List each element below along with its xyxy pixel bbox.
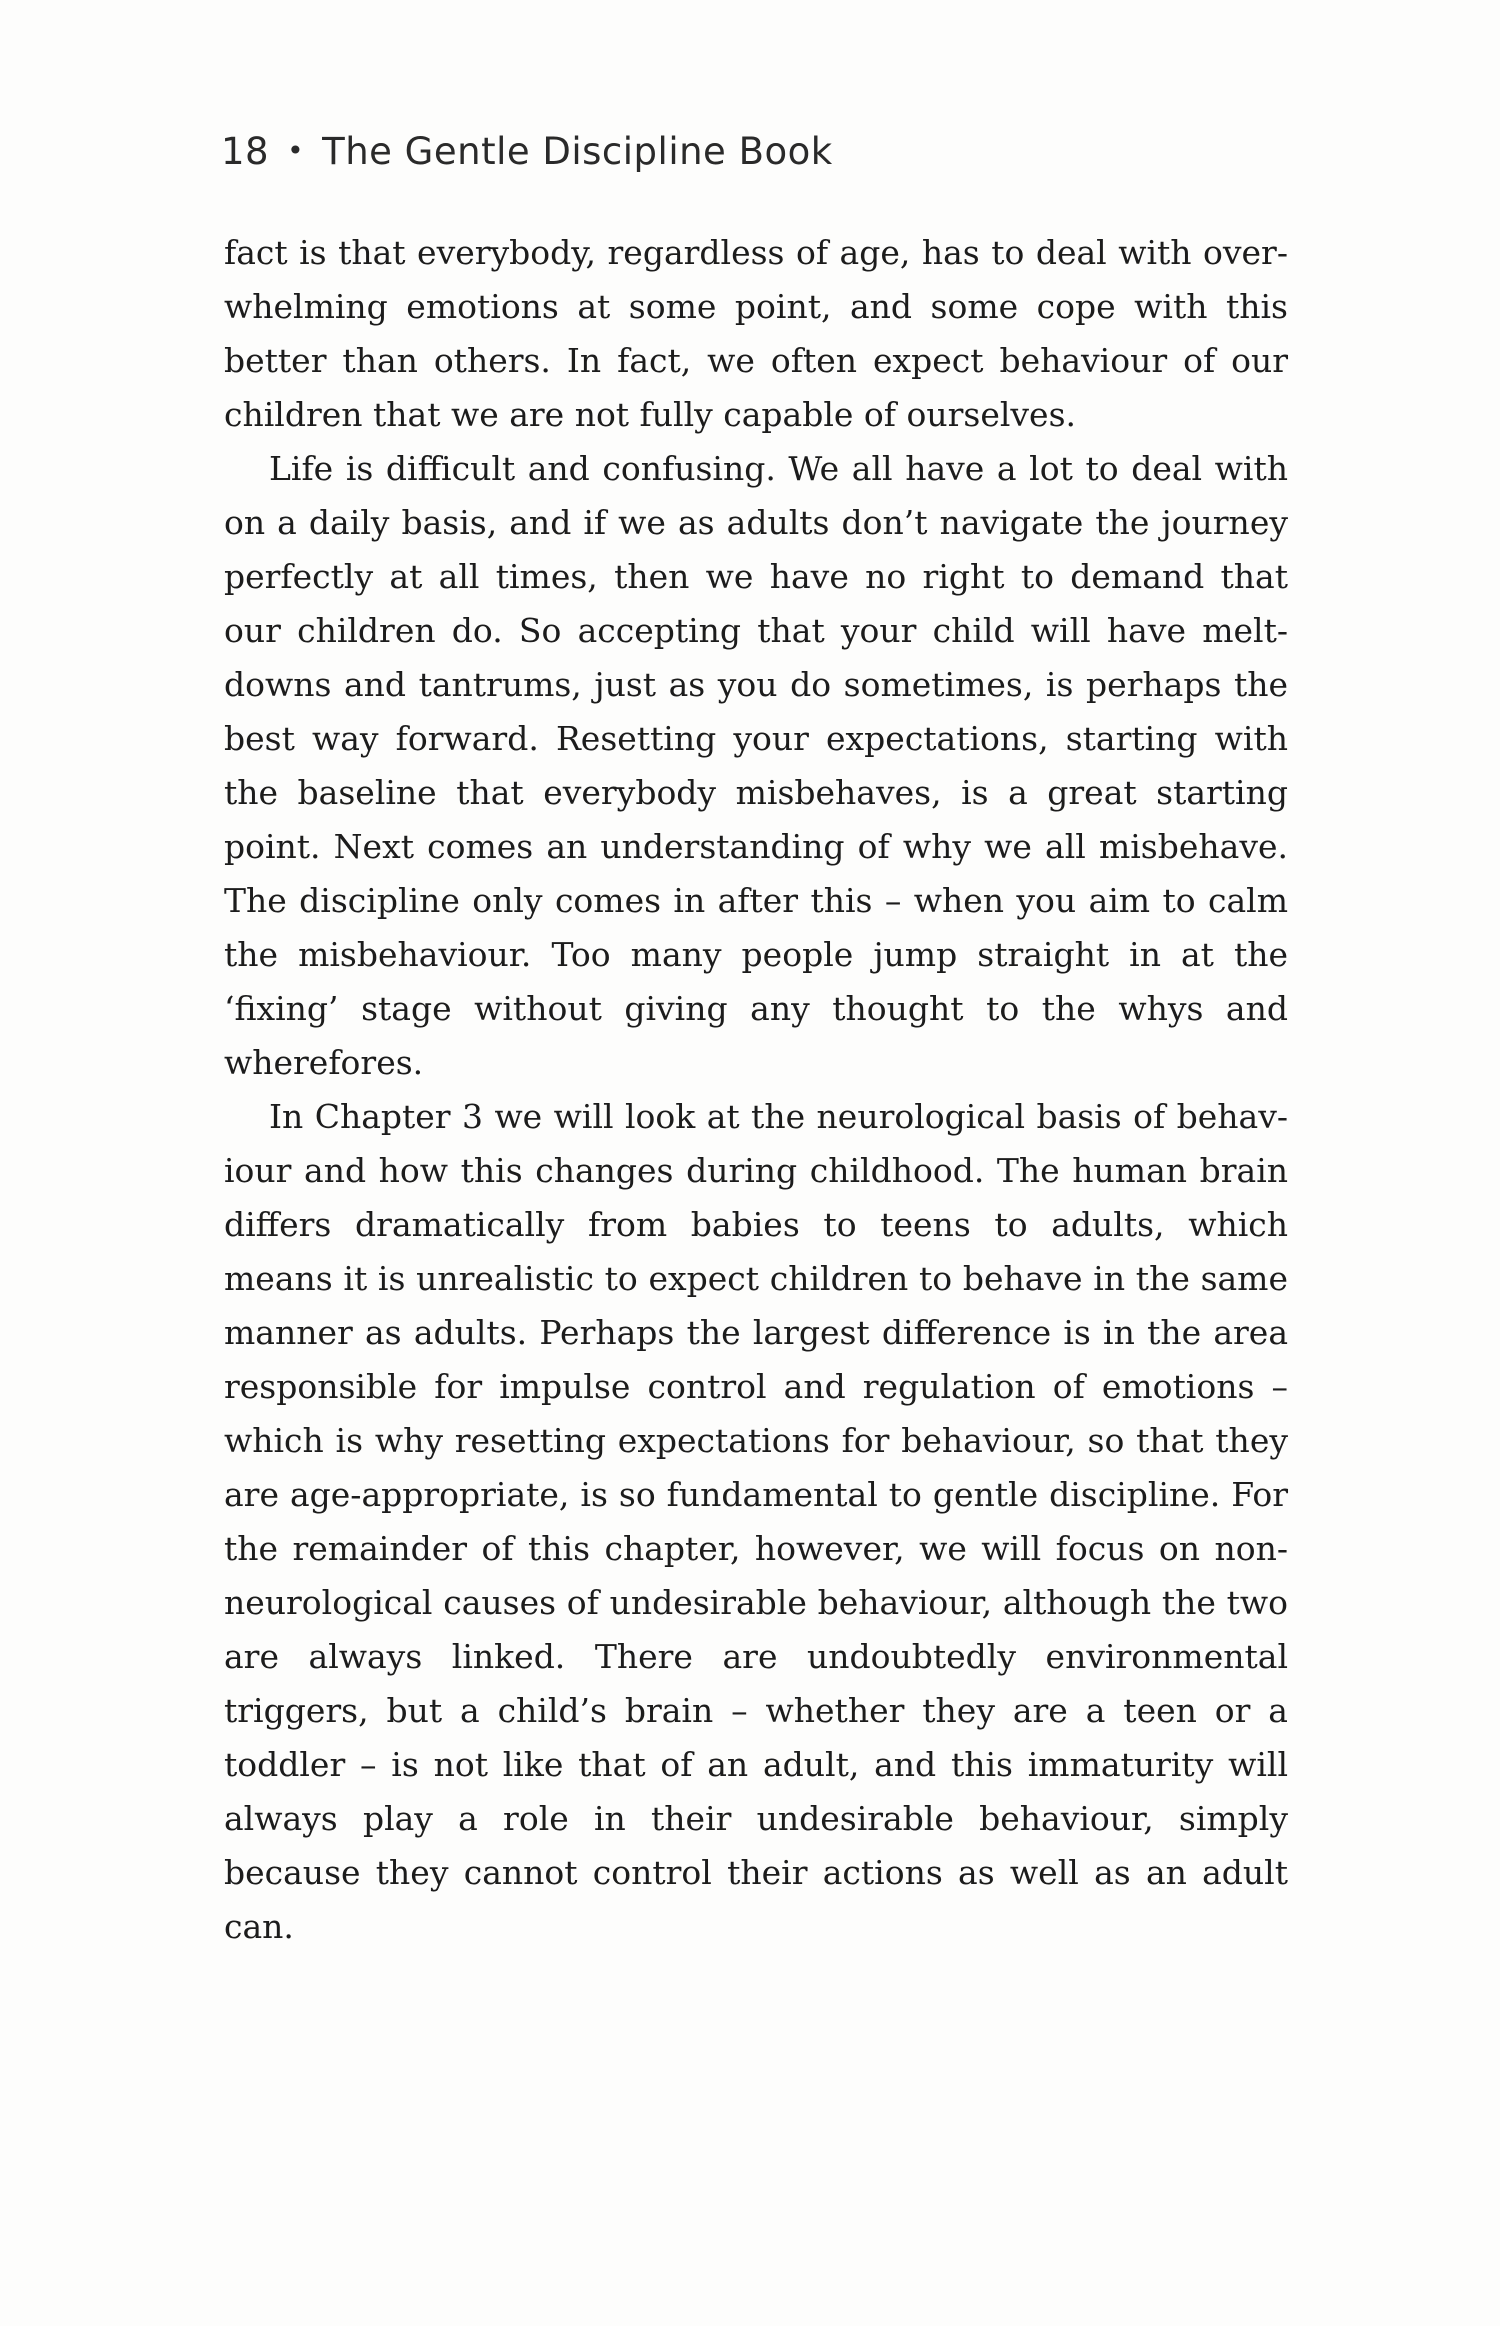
- page-number: 18: [221, 130, 270, 173]
- paragraph: Life is difficult and confusing. We all have a lot to deal with on a daily basis, and if we as adults don’t navigate the journey perfectly at all times, then we have no right to demand that our children do. So accepting that your child will have meltdowns and tantrums, just as you do sometimes, is perhaps the best way forward. Resetting your expectations, starting with the baseline that everybody misbehaves, is a great starting point. Next comes an understanding of why we all misbehave. The discipline only comes in after this – when you aim to calm the misbehaviour. Too many people jump straight in at the ‘fixing’ stage without giving any thought to the whys and wherefores.: [224, 449, 1288, 1082]
- body-text: [224, 226, 1288, 1954]
- paragraph: In Chapter 3 we will look at the neurological basis of behaviour and how this changes during childhood. The human brain differs dramatically from babies to teens to adults, which means it is unrealistic to expect children to behave in the same manner as adults. Perhaps the largest difference is in the area responsible for impulse control and regulation of emotions – which is why resetting expectations for behaviour, so that they are age-appropriate, is so fundamental to gentle discipline. For the remainder of this chapter, however, we will focus on non-neurological causes of undesirable behaviour, although the two are always linked. There are undoubtedly environmental triggers, but a child’s brain – whether they are a teen or a toddler – is not like that of an adult, and this immaturity will always play a role in their undesirable behaviour, simply because they cannot control their actions as well as an adult can.: [224, 1097, 1288, 1946]
- paragraph-continued: fact is that everybody, regardless of age, has to deal with overwhelming emotions at some point, and some cope with this better than others. In fact, we often expect behaviour of our children that we are not fully capable of ourselves.: [224, 233, 1288, 434]
- header-separator: •: [287, 134, 305, 167]
- running-header: [221, 130, 833, 173]
- book-title: The Gentle Discipline Book: [322, 130, 833, 173]
